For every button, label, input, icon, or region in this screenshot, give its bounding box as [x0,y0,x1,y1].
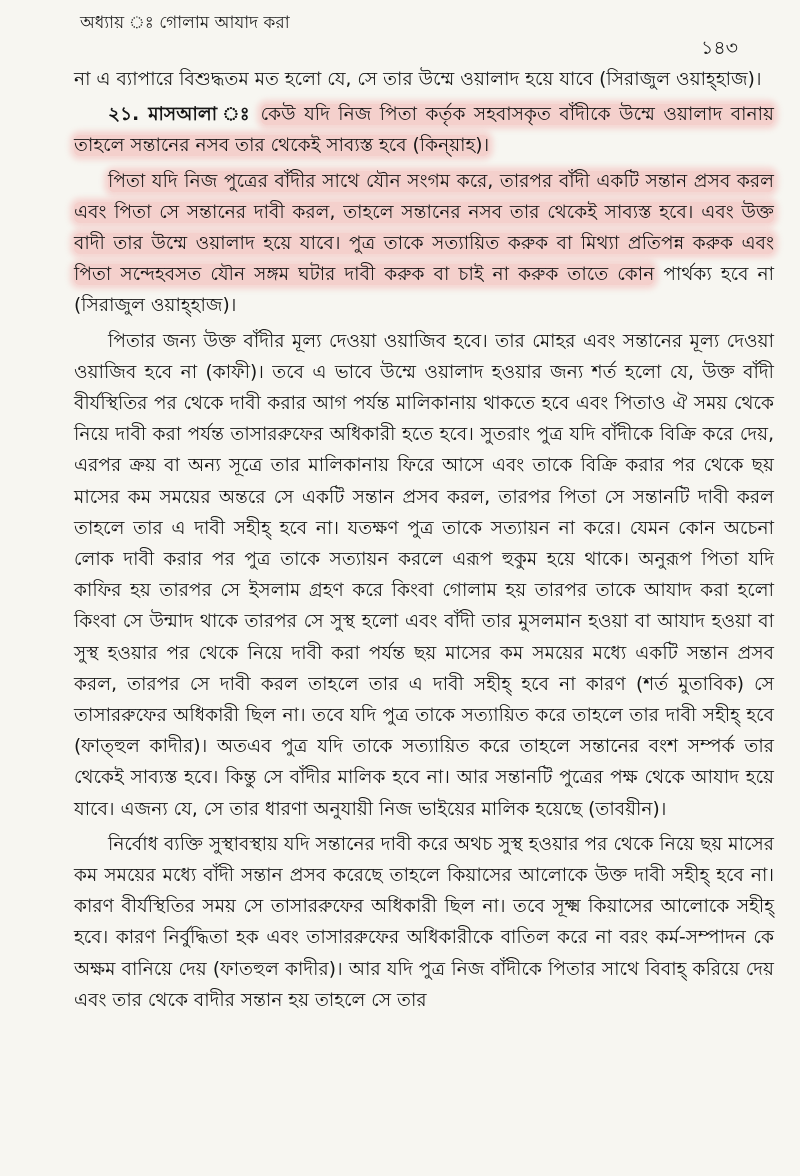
paragraph-father-son [74,166,774,322]
paragraph-continuation: না এ ব্যাপারে বিশুদ্ধতম মত হলো যে, সে তার উম্মে ওয়ালাদ হয়ে যাবে (সিরাজুল ওয়াহ্‌হাজ)। [74,69,762,90]
page-body [74,64,774,1020]
highlighted-text: কেউ যদি নিজ পিতা কর্তৃক সহবাসকৃত বাঁদীকে উম্মে ওয়ালাদ বানায় তাহলে সন্তানের নসব তার থেকেই সাব্যস্ত হবে (কিন্‌য়াহ)। [74,104,774,157]
paragraph-foolish-person: নির্বোধ ব্যক্তি সুস্থাবস্থায় যদি সন্তানের দাবী করে অথচ সুস্থ হওয়ার পর থেকে নিয়ে ছয় মাসের কম সময়ের মধ্যে বাঁদী সন্তান প্রসব করেছে তাহলে কিয়াসের আলোকে উক্ত দাবী সহীহ্ হবে না। কারণ বীর্যস্থিতির সময় সে তাসাররুফের অধিকারী ছিল না। তবে সূক্ষ্ম কিয়াসের আলোকে সহীহ্ হবে। কারণ নির্বুদ্ধিতা হক এবং তাসাররুফের অধিকারীকে বাতিল করে না বরং কর্ম-সম্পাদন কে অক্ষম বানিয়ে দেয় (ফাতহুল কাদীর)। আর যদি পুত্র নিজ বাঁদীকে পিতার সাথে বিবাহ্ করিয়ে দেয় এবং তার থেকে বাদীর সন্তান হয় তাহলে সে তার [74,833,774,1011]
chapter-running-title: অধ্যায় ঃ গোলাম আযাদ করা [80,13,290,33]
paragraph-masala-21 [74,99,774,161]
paragraph-value-payment: পিতার জন্য উক্ত বাঁদীর মূল্য দেওয়া ওয়াজিব হবে। তার মোহর এবং সন্তানের মূল্য দেওয়া ওয়াজিব হবে না (কাফী)। তবে এ ভাবে উম্মে ওয়ালাদ হওয়ার জন্য শর্ত হলো যে, উক্ত বাঁদী বীর্যস্থিতির পর থেকে দাবী করার আগ পর্যন্ত মালিকানায় থাকতে হবে এবং পিতাও ঐ সময় থেকে নিয়ে দাবী করা পর্যন্ত তাসাররুফের অধিকারী হতে হবে। সুতরাং পুত্র যদি বাঁদীকে বিক্রি করে দেয়, এরপর ক্রয় বা অন্য সূত্রে তার মালিকানায় ফিরে আসে এবং তাকে বিক্রি করার পর থেকে ছয় মাসের কম সময়ের অন্তরে সে একটি সন্তান প্রসব করল, তারপর পিতা সে সন্তানটি দাবী করল তাহলে তার এ দাবী সহীহ্ হবে না। যতক্ষণ পুত্র তাকে সত্যায়ন না করে। যেমন কোন অচেনা লোক দাবী করার পর পুত্র তাকে সত্যায়ন করলে এরূপ হুকুম হয়ে থাকে। অনুরূপ পিতা যদি কাফির হয় তারপর সে ইসলাম গ্রহণ করে কিংবা গোলাম হয় তারপর তাকে আযাদ করা হলো কিংবা সে উন্মাদ থাকে তারপর সে সুস্থ হলো এবং বাঁদী তার মুসলমান হওয়া বা আযাদ হওয়া বা সুস্থ হওয়ার পর থেকে নিয়ে দাবী করা পর্যন্ত ছয় মাসের কম সময়ের মধ্যে একটি সন্তান প্রসব করল, তারপর সে দাবী করল তাহলে তার এ দাবী সহীহ্ হবে না কারণ (শর্ত মুতাবিক) সে তাসাররুফের অধিকারী ছিল না। তবে যদি পুত্র তাকে সত্যায়িত করে তাহলে তার দাবী সহীহ্ হবে (ফাত্‌হুল কাদীর)। অতএব পুত্র যদি তাকে সত্যায়িত করে তাহলে সন্তানের বংশ সম্পর্ক তার থেকেই সাব্যস্ত হবে। কিন্তু সে বাঁদীর মালিক হবে না। আর সন্তানটি পুত্রের পক্ষ থেকে আযাদ হয়ে যাবে। এজন্য যে, সে তার ধারণা অনুযায়ী নিজ ভাইয়ের মালিক হয়েছে (তাবয়ীন)। [74,330,774,820]
masala-label: ২১. মাসআলা ঃ [108,104,253,126]
highlighted-text: পিতা যদি নিজ পুত্রের বাঁদীর সাথে যৌন সংগম করে, তারপর বাঁদী একটি সন্তান প্রসব করল এবং পিতা সে সন্তানের দাবী করল, তাহলে সন্তানের নসব তার থেকেই সাব্যস্ত হবে। এবং উক্ত বাদী তার উম্মে ওয়ালাদ হয়ে যাবে। পুত্র তাকে সত্যায়িত করুক বা মিথ্যা প্রতিপন্ন করুক এবং পিতা সন্দেহবসত যৌন সঙ্গম ঘটার দাবী করুক বা চাই না করুক তাতে কোন [74,170,774,286]
paragraph-tail-text: পার্থক্য হবে না (সিরাজুল ওয়াহ্‌হাজ)। [74,264,774,317]
page-number: ১৪৩ [700,37,738,59]
